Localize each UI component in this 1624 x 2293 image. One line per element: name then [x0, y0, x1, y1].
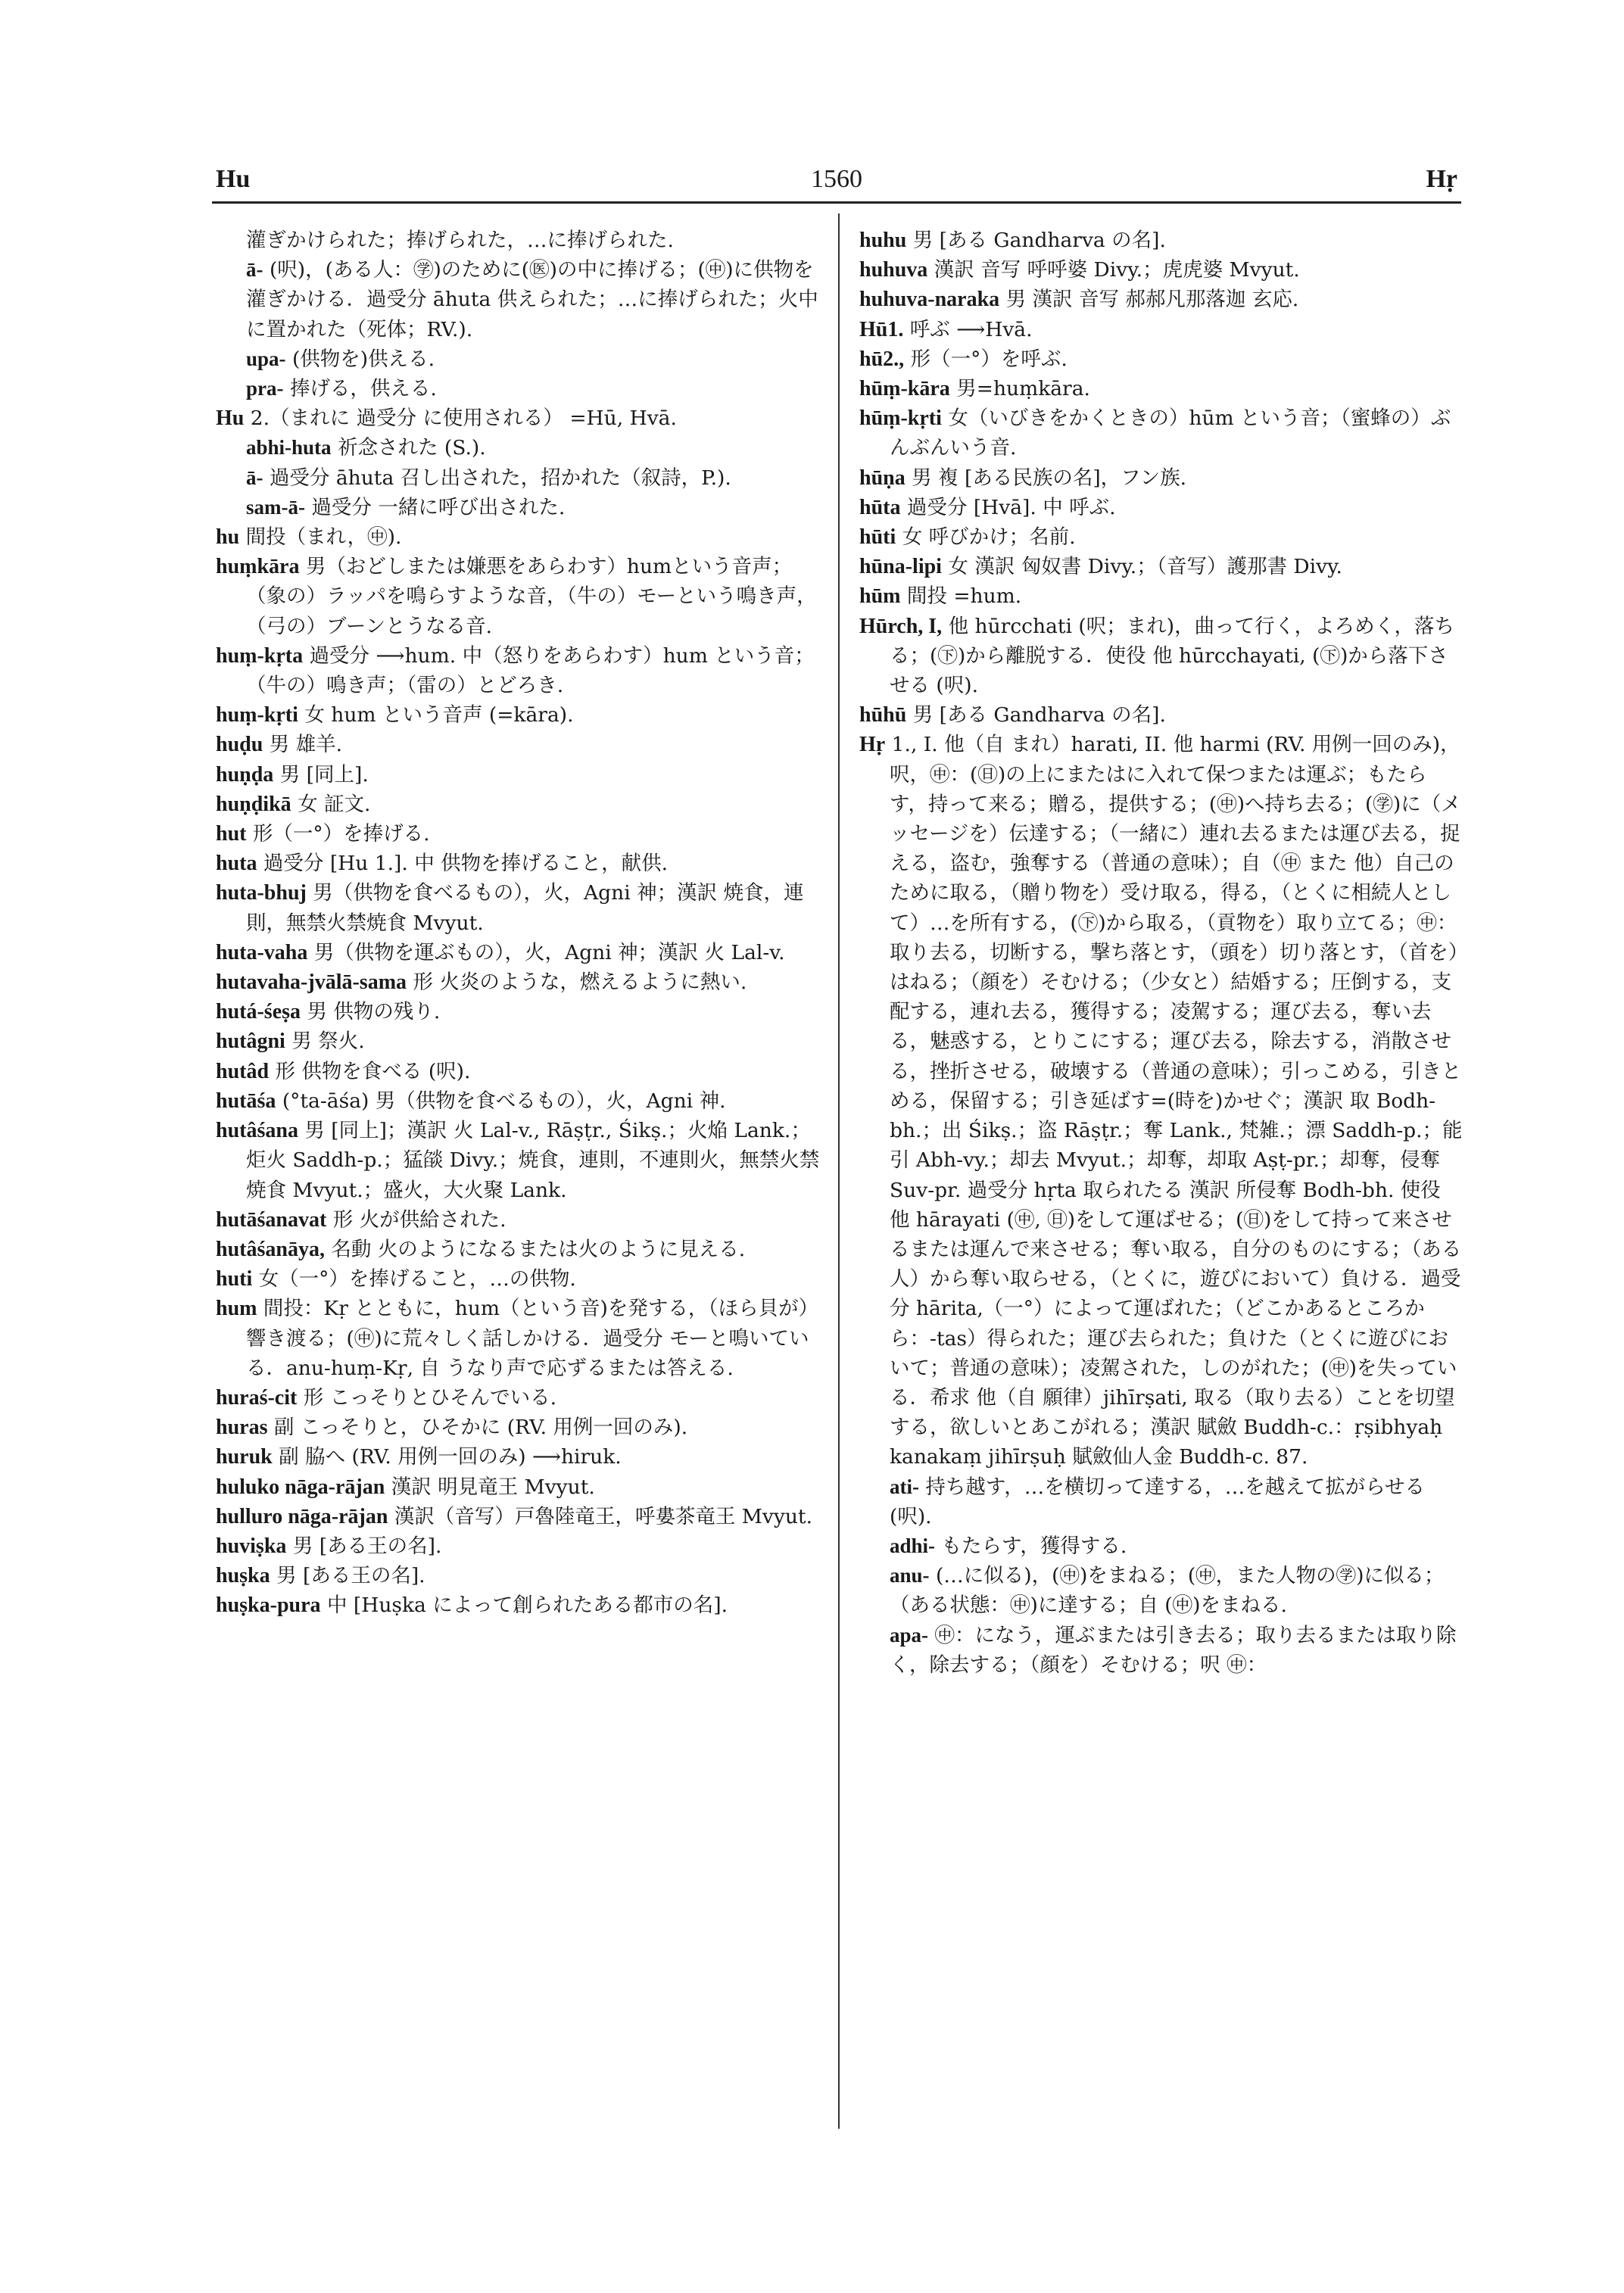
headword: huṃ-kṛti — [216, 703, 298, 727]
definition-text: (呎)，(ある人：㊫)のために(㊩)の中に捧げる；(㊥)に供物を灌ぎかける．過受分 āhuta 供えられた；…に捧げられた；火中に置かれた（死体；RV.). — [246, 258, 818, 341]
definition-text: 過受分 [Hvā]. 中 呼ぶ. — [906, 495, 1116, 519]
dictionary-entry — [859, 255, 1465, 285]
definition-text: 副 こっそりと，ひそかに (RV. 用例一回のみ). — [273, 1416, 688, 1440]
headword: hu — [216, 525, 240, 550]
headword: anu- — [890, 1564, 930, 1587]
dictionary-entry — [216, 1561, 821, 1590]
headword: pra- — [246, 377, 284, 400]
headword: hutá-śeṣa — [216, 1000, 301, 1024]
headword: hum — [216, 1297, 257, 1321]
dictionary-entry — [216, 700, 821, 730]
header-right-guide-word: Hṛ — [1426, 165, 1457, 193]
sub-entry — [216, 344, 821, 374]
headword: ā- — [246, 466, 263, 489]
dictionary-entry — [859, 315, 1465, 344]
headword: hutāśa — [216, 1089, 276, 1113]
headword: adhi- — [890, 1534, 936, 1557]
headword: huḍu — [216, 733, 263, 757]
headword: hutâśana — [216, 1119, 298, 1143]
headword: Hu — [216, 407, 245, 431]
headword: abhi-huta — [246, 436, 332, 460]
definition-text: 男（供物を運ぶもの），火，Agni 神；漢訳 火 Lal-v. — [313, 940, 785, 964]
dictionary-entry — [216, 1086, 821, 1116]
headword: huṇḍa — [216, 762, 274, 787]
sub-entry — [859, 1561, 1465, 1620]
definition-text: 持ち越す，…を横切って達する，…を越えて拡がらせる (呎). — [890, 1475, 1426, 1528]
headword: hūṃ-kāra — [859, 377, 950, 401]
left-column — [216, 226, 821, 1621]
headword: hutâd — [216, 1059, 270, 1083]
definition-text: 男 祭火. — [291, 1030, 365, 1054]
definition-text: 形 供物を食べる (呎). — [275, 1059, 471, 1083]
headword: hūta — [859, 495, 901, 519]
page-number: 1560 — [811, 165, 862, 193]
definition-text: 女 hum という音声 (=kāra). — [304, 703, 574, 727]
definition-text: 灌ぎかけられた；捧げられた，…に捧げられた. — [246, 229, 674, 252]
definition-text: 女（いびきをかくときの）hūm という音；（蜜蜂の）ぶんぶんいう音. — [890, 407, 1451, 460]
headword: hūna-lipi — [859, 555, 942, 579]
definition-text: 形（一°）を捧げる. — [252, 822, 430, 846]
headword: hutâśanāya, — [216, 1237, 325, 1261]
definition-text: 間投：Kṛ とともに，hum（という音)を発する，（ほら貝が）響き渡る；(㊥)に荒々しく話しかける．過受分 モーと鳴いている．anu-huṃ-Kṛ, 自 うなり声で応ずるまたは答える. — [246, 1297, 819, 1380]
dictionary-entry — [216, 1383, 821, 1413]
dictionary-entry — [216, 1264, 821, 1294]
headword: Hūrch, I, — [859, 614, 943, 638]
dictionary-entry — [216, 1205, 821, 1235]
definition-text: 男 供物の残り. — [307, 1000, 441, 1024]
headword: huluko nāga-rājan — [216, 1475, 385, 1499]
headword: huviṣka — [216, 1534, 287, 1558]
right-column — [859, 226, 1465, 1680]
headword: huhu — [859, 229, 907, 252]
dictionary-entry — [859, 581, 1465, 611]
headword: huṣka-pura — [216, 1594, 321, 1618]
definition-text: 過受分 [Hu 1.]. 中 供物を捧げること，献供. — [263, 852, 669, 876]
headword: sam-ā- — [246, 495, 305, 519]
definition-text: 女 証文. — [298, 792, 371, 816]
definition-text: もたらす，獲得する. — [941, 1534, 1127, 1558]
definition-text: 捧げる，供える. — [289, 377, 437, 401]
headword: huruk — [216, 1445, 273, 1469]
headword: huti — [216, 1267, 253, 1291]
definition-text: (供物を)供える. — [291, 347, 435, 371]
headword: huta-vaha — [216, 940, 308, 964]
dictionary-entry — [216, 730, 821, 759]
definition-text: (…に似る)，(㊥)をまねる；(㊥，また人物の㊫)に似る；（ある状態：㊥)に達する；自 (㊥)をまねる. — [890, 1564, 1445, 1618]
dictionary-entry — [216, 522, 821, 552]
dictionary-entry — [216, 1590, 821, 1620]
dictionary-entry — [216, 641, 821, 700]
dictionary-entry — [216, 1057, 821, 1086]
definition-text: 形 火が供給された. — [332, 1207, 507, 1232]
sub-entry — [216, 463, 821, 493]
headword: hū2., — [859, 347, 905, 371]
definition-text: 男 [同上]；漢訳 火 Lal-v., Rāṣṭr., Śikṣ.；火焔 Lank.；炬火 Saddh-p.；猛燄 Divy.；焼食，連則，不連則火，無禁火禁焼食 Mvyut.；盛火，大火聚 Lank. — [246, 1119, 820, 1202]
dictionary-entry — [859, 463, 1465, 493]
dictionary-entry — [859, 552, 1465, 581]
dictionary-entry — [859, 493, 1465, 522]
definition-text: 男 [ある王の名]. — [292, 1534, 442, 1558]
dictionary-entry — [216, 790, 821, 819]
headword: Hū1. — [859, 317, 904, 341]
definition-text: 男 [ある Gandharva の名]. — [912, 703, 1166, 727]
definition-text: 男=huṃkāra. — [956, 377, 1090, 401]
headword: huta — [216, 852, 257, 876]
definition-text: 女（一°）を捧げること，…の供物. — [258, 1267, 576, 1291]
definition-text: 過受分 āhuta 召し出された，招かれた（叙詩，P.). — [269, 466, 731, 490]
definition-text: 形 こっそりとひそんでいる. — [303, 1385, 557, 1410]
dictionary-entry — [216, 938, 821, 967]
definition-text: 間投（まれ，㊥). — [245, 525, 402, 550]
definition-text: 間投 =hum. — [906, 584, 1022, 609]
headword: hutâgni — [216, 1030, 285, 1054]
dictionary-entry — [859, 730, 1465, 1472]
headword: hutavaha-jvālā-sama — [216, 970, 407, 995]
headword: hūṇa — [859, 466, 906, 490]
sub-entry — [859, 1531, 1465, 1561]
definition-text: 形（一°）を呼ぶ. — [910, 347, 1068, 371]
definition-text: 男 [ある Gandharva の名]. — [912, 229, 1166, 252]
headword: huhuva — [859, 258, 928, 282]
page-header — [216, 165, 1457, 210]
definition-text: 漢訳 明見竜王 Mvyut. — [391, 1475, 595, 1499]
definition-text: 男 [ある王の名]. — [276, 1564, 425, 1588]
dictionary-entry — [859, 403, 1465, 463]
headword: apa- — [890, 1623, 929, 1647]
definition-text: 副 脇へ (RV. 用例一回のみ) ⟶hiruk. — [279, 1445, 622, 1469]
definition-text: 名動 火のようになるまたは火のように見える. — [331, 1237, 746, 1261]
dictionary-entry — [216, 1294, 821, 1383]
sub-entry — [859, 1472, 1465, 1531]
headword: huṣka — [216, 1564, 270, 1588]
dictionary-entry — [859, 344, 1465, 374]
headword: hulluro nāga-rājan — [216, 1504, 388, 1528]
dictionary-entry — [859, 285, 1465, 314]
dictionary-entry — [216, 1531, 821, 1561]
definition-text: 漢訳 音写 呼呼婆 Divy.；虎虎婆 Mvyut. — [934, 258, 1300, 282]
sub-entry — [216, 374, 821, 403]
definition-text: 過受分 ⟶hum. 中（怒りをあらわす）hum という音；（牛の）鳴き声；（雷の）とどろき. — [246, 643, 815, 698]
dictionary-entry — [216, 1027, 821, 1056]
headword: huta-bhuj — [216, 881, 307, 905]
dictionary-entry — [859, 700, 1465, 730]
headword: ati- — [890, 1475, 919, 1498]
definition-text: 形 火炎のような，燃えるように熱い. — [413, 970, 747, 995]
headword: hut — [216, 822, 247, 846]
headword: huraś-cit — [216, 1385, 298, 1410]
headword: upa- — [246, 347, 286, 370]
headword: huras — [216, 1416, 268, 1440]
headword: huṃ-kṛta — [216, 643, 304, 668]
dictionary-entry — [859, 522, 1465, 552]
dictionary-entry — [216, 1116, 821, 1205]
definition-text: 男 [同上]. — [279, 762, 369, 787]
dictionary-entry — [216, 552, 821, 641]
dictionary-entry — [216, 967, 821, 997]
headword: huhuva-naraka — [859, 288, 1000, 312]
dictionary-entry — [859, 374, 1465, 403]
definition-text: 男（供物を食べるもの），火，Agni 神；漢訳 焼食，連則，無禁火禁焼食 Mvyut. — [246, 881, 804, 935]
headword: hūm — [859, 584, 901, 609]
definition-text: 1., I. 他（自 まれ）harati, II. 他 harmi (RV. 用例一回のみ)，呎，㊥：(㊐)の上にまたはに入れて保つまたは運ぶ；もたらす，持って来る；贈る，提供する；(㊥)へ持ち去る；(㊫)に（メッセージを）伝達する；（一緒に）連れ去るまたは運び去る，捉える，盗む，強奪する（普通の意味）；自（㊥ また 他）自己のために取る，（贈り物を）受け取る，得る，（とくに相続人として）…を所有する，(㊦)から取る，（貢物を）取り立てる；㊥：取り去る，切断する，撃ち落とす，（頭を）切り落とす，（首を）はねる；（顔を）そむける；（少女と）結婚する；圧倒する，支配する，連れ去る，獲得する；凌駕する；運び去る，奪い去る，魅惑する，とりこにする；運び去る，除去する，消散させる，挫折させる，破壊する（普通の意味）；引っこめる，引きとめる，保留する；引き延ばす=(時を)かせぐ；漢訳 取 Bodh-bh.；出 Śikṣ.；盗 Rāṣṭr.；奪 Lank., 梵雑.；漂 Saddh-p.；能引 Abh-vy.；却去 Mvyut.；却奪，却取 Aṣṭ-pr.；却奪，侵奪 Suv-pr. 過受分 hṛta 取られたる 漢訳 所侵奪 Bodh-bh. 使役 他 hārayati (㊥, ㊐)をして運ばせる；(㊐)をして持って来させるまたは運んで来させる；奪い取る，自分のものにする；（ある人）から奪い取らせる，（とくに，遊びにおいて）負ける．過受分 hārita,（一°）によって運ばれた；（どこかあるところから：-tas）得られた；運び去られた；負けた（とくに遊びにおいて；普通の意味）；凌駕された，しのがれた；(㊥)を失っている．希求 他（自 願律）jihīrṣati, 取る（取り去る）ことを切望する，欲しいとあこがれる；漢訳 賦斂 Buddh-c.：ṛṣibhyaḥ kanakaṃ jihīrṣuḥ 賦斂仙人金 Buddh-c. 87. — [890, 733, 1463, 1469]
dictionary-entry — [216, 1472, 821, 1502]
sub-entry — [216, 433, 821, 463]
dictionary-entry — [216, 1235, 821, 1264]
definition-text: (°ta-āśa) 男（供物を食べるもの），火，Agni 神. — [282, 1089, 726, 1113]
headword: huṃkāra — [216, 555, 300, 579]
definition-text: 男 雄羊. — [269, 733, 343, 757]
definition-text: 女 漢訳 匈奴書 Divy.；（音写）護那書 Divy. — [948, 555, 1342, 579]
dictionary-entry — [216, 1442, 821, 1472]
dictionary-entry — [216, 1502, 821, 1531]
definition-text: 呼ぶ ⟶Hvā. — [909, 317, 1033, 341]
definition-text: 漢訳（音写）戸魯陸竜王，呼婁茶竜王 Mvyut. — [394, 1504, 812, 1528]
dictionary-entry — [216, 819, 821, 849]
header-left-guide-word: Hu — [216, 165, 251, 193]
sub-entry — [216, 255, 821, 344]
sub-entry — [216, 493, 821, 522]
dictionary-entry — [216, 849, 821, 878]
dictionary-entry — [216, 760, 821, 790]
header-rule — [212, 201, 1461, 204]
headword: huṇḍikā — [216, 792, 291, 816]
dictionary-entry — [216, 997, 821, 1027]
dictionary-entry — [216, 403, 821, 433]
dictionary-entry — [859, 226, 1465, 255]
definition-text: ㊥：になう，運ぶまたは引き去る；取り去るまたは取り除く，除去する；（顔を）そむける；呎 ㊥： — [890, 1623, 1457, 1677]
continued-text — [216, 226, 821, 255]
headword: hūṃ-kṛti — [859, 407, 942, 431]
definition-text: 女 呼びかけ；名前. — [902, 525, 1076, 550]
headword: Hṛ — [859, 733, 886, 757]
headword: hūhū — [859, 703, 907, 727]
definition-text: 他 hūrcchati (呎；まれ)，曲って行く，よろめく，落ちる；(㊦)から離脱する．使役 他 hūrcchayati, (㊦)から落下させる (呎). — [890, 614, 1455, 698]
dictionary-entry — [859, 612, 1465, 701]
definition-text: 過受分 一緒に呼び出された. — [311, 495, 566, 519]
dictionary-entry — [216, 1413, 821, 1442]
headword: ā- — [246, 258, 263, 282]
definition-text: 祈念された (S.). — [338, 436, 486, 460]
headword: hūti — [859, 525, 896, 550]
dictionary-entry — [216, 878, 821, 937]
column-divider — [838, 213, 840, 2129]
sub-entry — [859, 1621, 1465, 1680]
definition-text: 男 漢訳 音写 郝郝凡那落迦 玄応. — [1005, 288, 1299, 312]
definition-text: 男 複 [ある民族の名]，フン族. — [912, 466, 1187, 490]
definition-text: 男（おどしまたは嫌悪をあらわす）humという音声；（象の）ラッパを鳴らすような音，（牛の）モーという鳴き声，（弓の）ブーンとうなる音. — [246, 555, 817, 638]
headword: hutāśanavat — [216, 1207, 327, 1232]
definition-text: 中 [Huṣka によって創られたある都市の名]. — [326, 1594, 728, 1618]
definition-text: 2.（まれに 過受分 に使用される） =Hū, Hvā. — [250, 407, 677, 431]
